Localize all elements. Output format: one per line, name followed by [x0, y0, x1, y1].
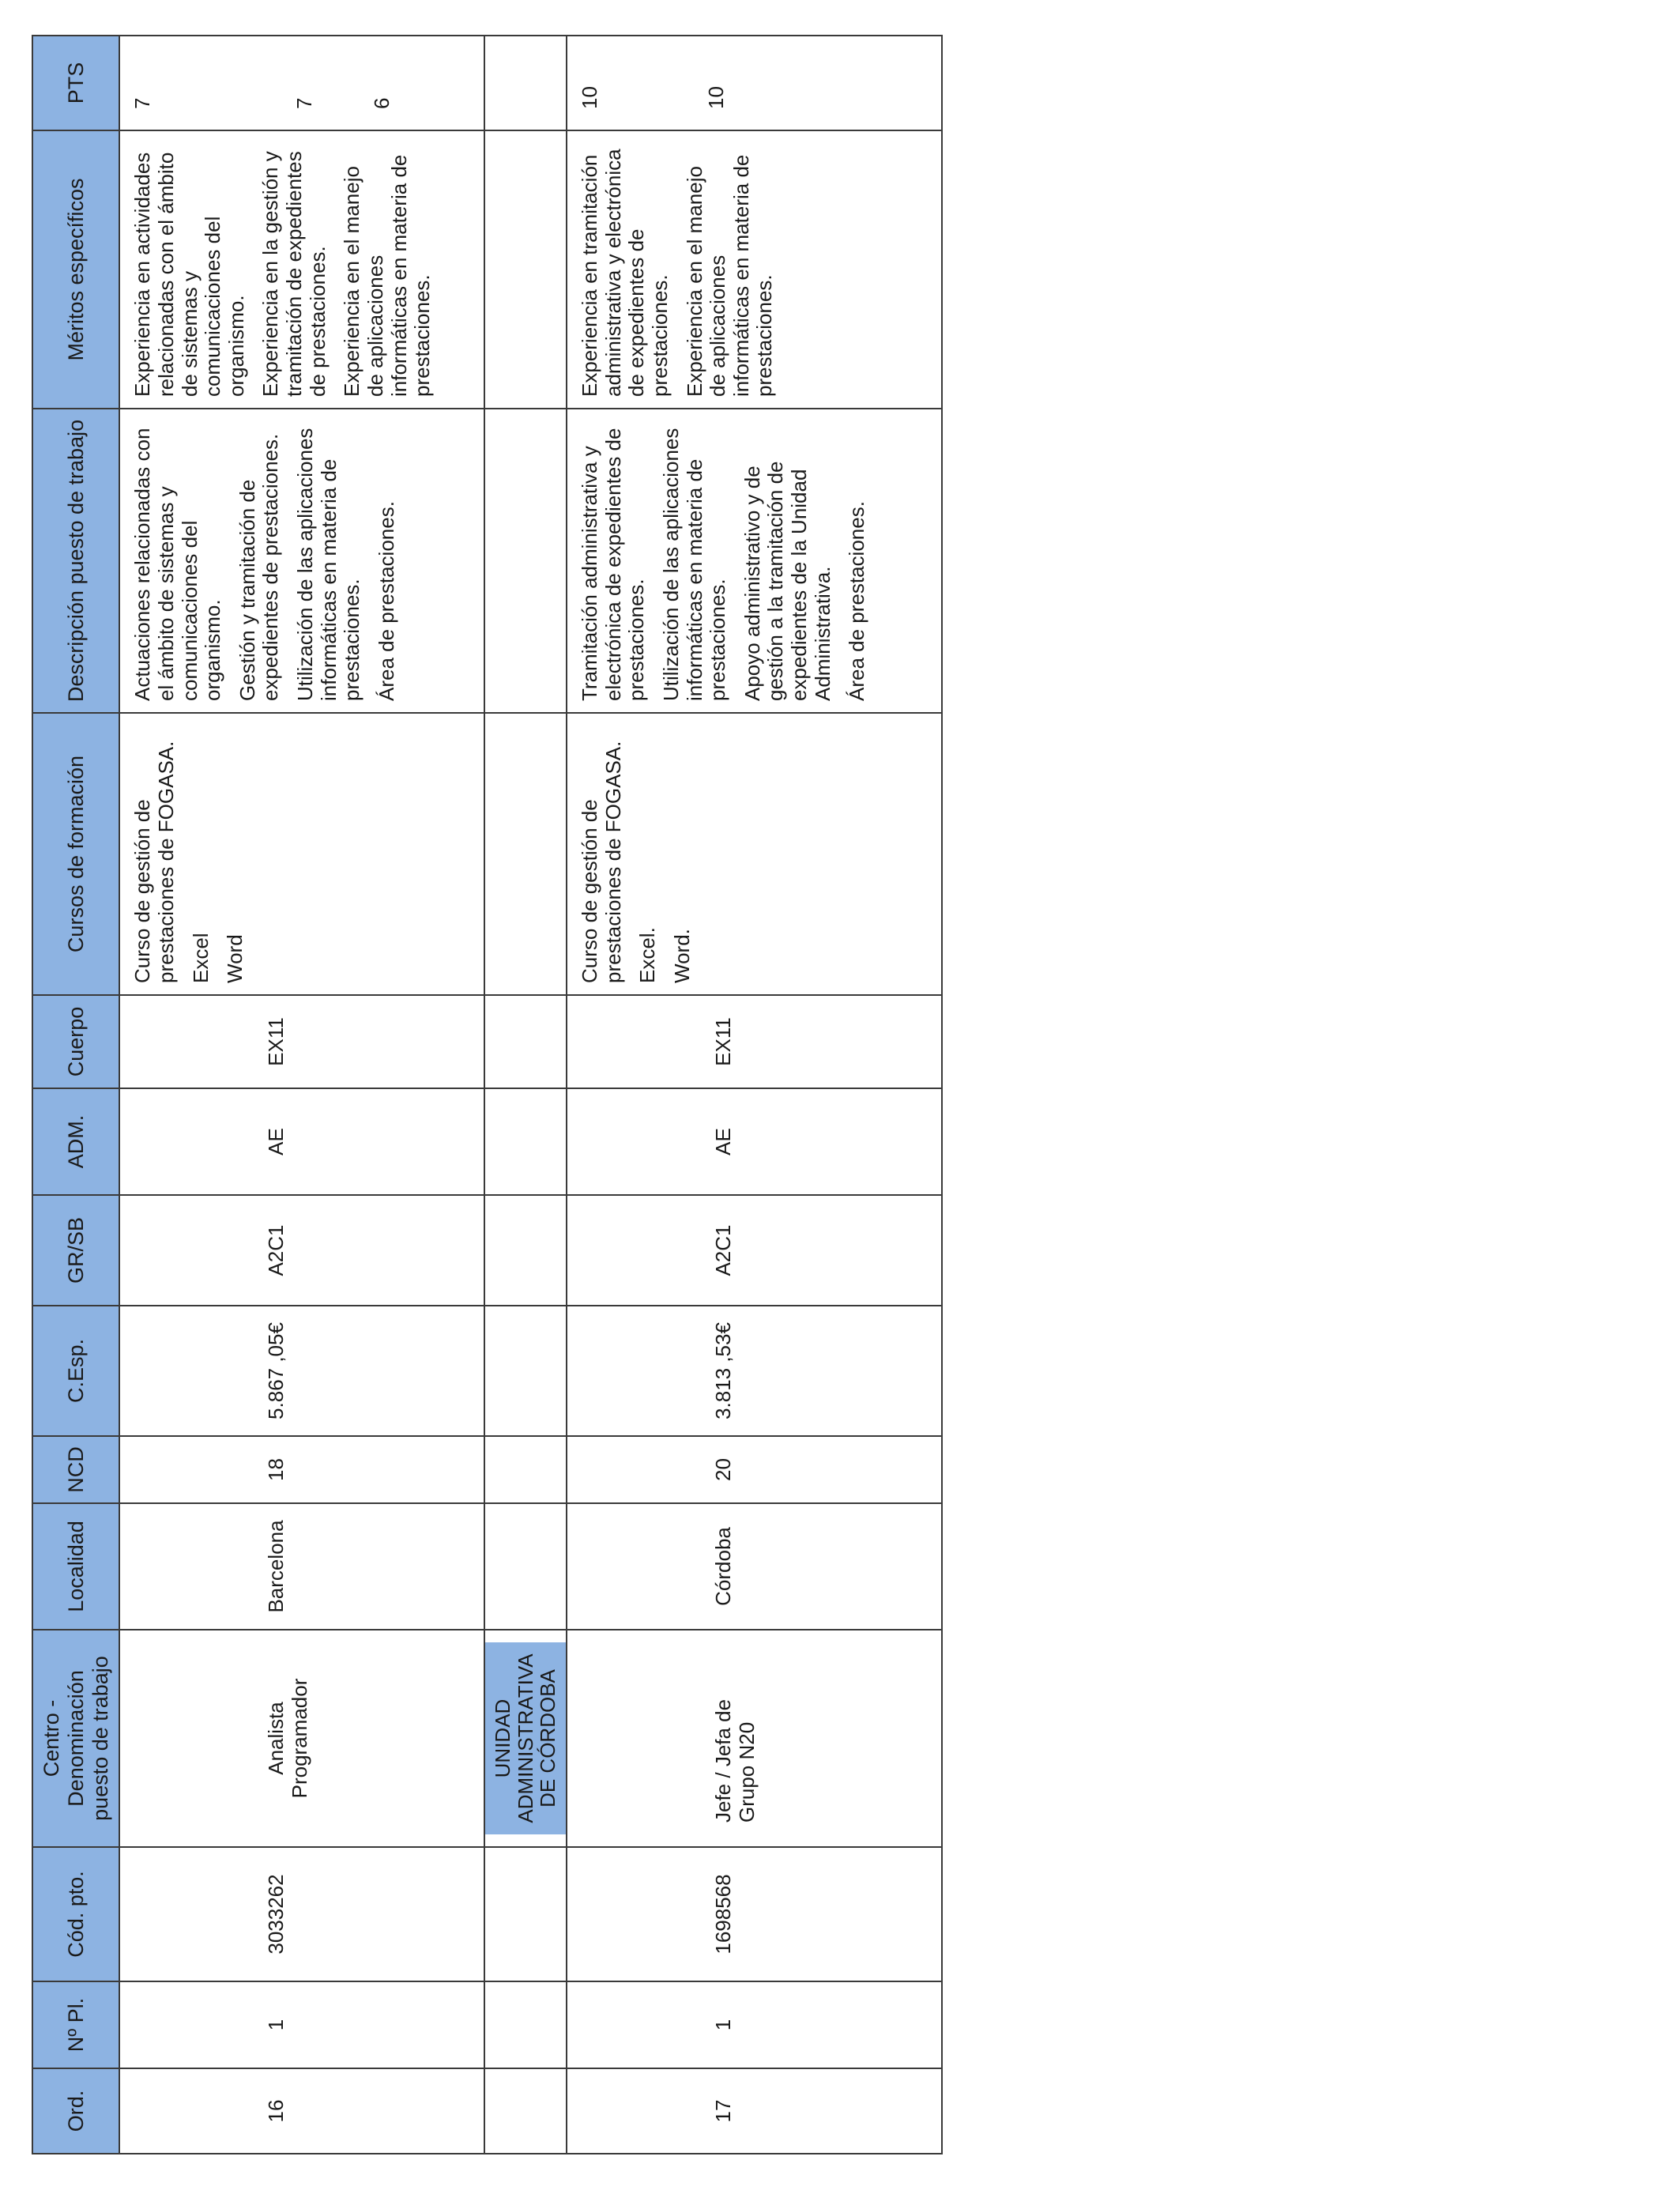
header-adm: ADM. [32, 1088, 119, 1195]
header-npl: Nº Pl. [32, 1981, 119, 2068]
table-row [119, 36, 484, 2154]
descripcion-item: Utilización de las aplicaciones informáticas en materia de prestaciones. [293, 428, 364, 701]
header-grsb: GR/SB [32, 1195, 119, 1306]
header-pts: PTS [32, 36, 119, 130]
unit-row [484, 36, 567, 2154]
merito-item: Experiencia en el manejo de aplicaciones informáticas en materia de prestaciones. [340, 154, 435, 397]
pts-value: 10 [703, 86, 728, 109]
cell-ncd: 20 [567, 1436, 942, 1503]
pts-value: 7 [292, 97, 316, 109]
descripcion-item: Actuaciones relacionadas con el ámbito de sistemas y comunicaciones del organismo. [130, 428, 225, 701]
descripcion-item: Utilización de las aplicaciones informáticas en materia de prestaciones. [658, 428, 730, 701]
cell-ncd: 18 [119, 1436, 484, 1503]
cell-meritos [567, 130, 942, 409]
cell-cuerpo: EX11 [119, 995, 484, 1088]
cell-unit [484, 1630, 567, 1847]
header-cuerpo: Cuerpo [32, 995, 119, 1088]
cell-ord: 16 [119, 2068, 484, 2154]
header-cursos: Cursos de formación [32, 713, 119, 995]
cell-cesp: 5.867 ,05€ [119, 1306, 484, 1436]
cell-grsb: A2C1 [119, 1195, 484, 1306]
cell-grsb: A2C1 [567, 1195, 942, 1306]
cell-cursos [119, 713, 484, 995]
header-descripcion: Descripción puesto de trabajo [32, 409, 119, 713]
merito-item: Experiencia en actividades relacionadas con el ámbito de sistemas y comunicaciones del organismo. [130, 152, 248, 397]
cell-adm: AE [119, 1088, 484, 1195]
cell-npl: 1 [567, 1981, 942, 2068]
cell-cursos [567, 713, 942, 995]
unit-label: UNIDAD ADMINISTRATIVA DE CÓRDOBA [485, 1642, 566, 1834]
curso-item: Excel. [635, 927, 660, 983]
merito-item: Experiencia en el manejo de aplicaciones informáticas en materia de prestaciones. [682, 154, 777, 397]
cell-localidad: Córdoba [567, 1503, 942, 1630]
header-ncd: NCD [32, 1436, 119, 1503]
descripcion-item: Área de prestaciones. [374, 501, 398, 701]
job-positions-table [32, 35, 943, 2154]
cell-cuerpo: EX11 [567, 995, 942, 1088]
merito-item: Experiencia en tramitación administrativa y electrónica de expedientes de prestaciones. [578, 149, 672, 397]
cell-centro: Analista Programador [119, 1630, 484, 1847]
curso-item: Excel [188, 933, 213, 983]
cell-meritos [119, 130, 484, 409]
descripcion-item: Apoyo administrativo y de gestión a la tramitación de expedientes de la Unidad Administrativa. [740, 461, 834, 701]
pts-value: 10 [578, 86, 602, 109]
cell-cod: 3033262 [119, 1847, 484, 1981]
curso-item: Word. [669, 929, 694, 983]
cell-npl: 1 [119, 1981, 484, 2068]
table-row [567, 36, 942, 2154]
header-localidad: Localidad [32, 1503, 119, 1630]
cell-cesp: 3.813 ,53€ [567, 1306, 942, 1436]
cell-pts [567, 36, 942, 130]
pts-value: 7 [130, 97, 155, 109]
cell-adm: AE [567, 1088, 942, 1195]
descripcion-item: Tramitación administrativa y electrónica de expedientes de prestaciones. [578, 428, 649, 701]
merito-item: Experiencia en la gestión y tramitación de expedientes de prestaciones. [258, 151, 330, 397]
cell-pts [119, 36, 484, 130]
header-cod: Cód. pto. [32, 1847, 119, 1981]
header-ord: Ord. [32, 2068, 119, 2154]
header-row [32, 36, 119, 2154]
header-meritos: Méritos específicos [32, 130, 119, 409]
cell-ord: 17 [567, 2068, 942, 2154]
cell-descripcion [567, 409, 942, 713]
cell-localidad: Barcelona [119, 1503, 484, 1630]
cell-cod: 1698568 [567, 1847, 942, 1981]
header-centro: Centro - Denominación puesto de trabajo [32, 1630, 119, 1847]
curso-item: Curso de gestión de prestaciones de FOGASA. [578, 741, 625, 983]
cell-centro: Jefe / Jefa de Grupo N20 [567, 1630, 942, 1847]
descripcion-item: Área de prestaciones. [845, 501, 869, 701]
curso-item: Curso de gestión de prestaciones de FOGASA. [130, 741, 178, 983]
pts-value: 6 [369, 97, 394, 109]
header-cesp: C.Esp. [32, 1306, 119, 1436]
cell-descripcion [119, 409, 484, 713]
curso-item: Word [223, 934, 247, 983]
descripcion-item: Gestión y tramitación de expedientes de prestaciones. [235, 433, 283, 701]
